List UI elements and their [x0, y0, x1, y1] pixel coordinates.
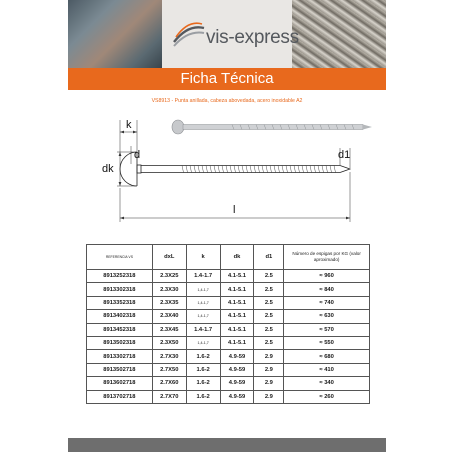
- cell-dxl: 2.7X50: [152, 363, 186, 376]
- cell-k: 1.6-2: [186, 390, 220, 403]
- screws-photo: [292, 0, 386, 68]
- cell-pieces: ≈ 570: [284, 323, 370, 336]
- cell-k: 1.6-2: [186, 377, 220, 390]
- cell-dxl: 2.7X70: [152, 390, 186, 403]
- nail-technical-drawing: [82, 112, 372, 230]
- cell-k: 1.4-1.7: [186, 323, 220, 336]
- cell-k: 1.6-2: [186, 363, 220, 376]
- cell-d1: 2.9: [254, 363, 284, 376]
- cell-pieces: ≈ 740: [284, 296, 370, 309]
- cell-dxl: 2.3X45: [152, 323, 186, 336]
- cell-dxl: 2.7X30: [152, 350, 186, 363]
- col-header-pieces-line2: aproximado): [313, 257, 340, 262]
- datasheet-page: [68, 0, 386, 452]
- cell-k: 1,4-1,7: [186, 336, 220, 349]
- cell-ref: 8913402318: [87, 310, 153, 323]
- table-row: [87, 296, 370, 309]
- cell-k: 1,4-1,7: [186, 310, 220, 323]
- cell-pieces: ≈ 550: [284, 336, 370, 349]
- col-header-pieces-line1: Número de espigas por KG (valor: [292, 251, 361, 256]
- cell-ref: 8913352318: [87, 296, 153, 309]
- cell-ref: 8913502318: [87, 336, 153, 349]
- cell-dk: 4.1-5.1: [220, 283, 254, 296]
- col-header-d1: d1: [254, 245, 284, 270]
- cell-pieces: ≈ 840: [284, 283, 370, 296]
- table-row: [87, 323, 370, 336]
- cell-dk: 4.1-5.1: [220, 296, 254, 309]
- cell-k: 1.4-1.7: [186, 270, 220, 283]
- product-subtitle: VS8913 - Punta anillada, cabeza abovedada, acero inoxidable A2: [151, 98, 303, 104]
- table-row: [87, 283, 370, 296]
- cell-ref: 8913602718: [87, 377, 153, 390]
- cell-k: 1,4-1,7: [186, 283, 220, 296]
- cell-d1: 2.5: [254, 323, 284, 336]
- nail-rings: [182, 166, 336, 173]
- cell-dxl: 2.3X25: [152, 270, 186, 283]
- header-banner: [68, 0, 386, 68]
- cell-k: 1,4-1,7: [186, 296, 220, 309]
- specification-table: [86, 244, 370, 404]
- dim-label-k: k: [126, 119, 132, 131]
- cell-dk: 4.9-59: [220, 377, 254, 390]
- col-header-k: k: [186, 245, 220, 270]
- col-header-dk: dk: [220, 245, 254, 270]
- arc-swoosh-logo-icon: [172, 22, 206, 48]
- cell-ref: 8913302318: [87, 283, 153, 296]
- col-header-dxl: dxL: [152, 245, 186, 270]
- cell-pieces: ≈ 340: [284, 377, 370, 390]
- cell-ref: 8913502718: [87, 363, 153, 376]
- cell-d1: 2.5: [254, 296, 284, 309]
- table-row: [87, 310, 370, 323]
- brand-name: vis-express: [206, 27, 299, 48]
- cell-dk: 4.1-5.1: [220, 336, 254, 349]
- page-title: Ficha Técnica: [68, 68, 386, 90]
- cell-dxl: 2.3X40: [152, 310, 186, 323]
- table-row: [87, 377, 370, 390]
- cell-ref: 8913702718: [87, 390, 153, 403]
- cell-d1: 2.9: [254, 390, 284, 403]
- dim-label-l: l: [233, 204, 236, 216]
- cell-dk: 4.9-59: [220, 390, 254, 403]
- cell-dk: 4.9-59: [220, 350, 254, 363]
- cell-d1: 2.9: [254, 377, 284, 390]
- cell-dk: 4.1-5.1: [220, 270, 254, 283]
- dim-label-dk: dk: [102, 163, 114, 175]
- cell-d1: 2.5: [254, 310, 284, 323]
- cell-dk: 4.1-5.1: [220, 310, 254, 323]
- workshop-photo: [68, 0, 162, 68]
- nail-outline: [120, 152, 350, 186]
- table-row: [87, 270, 370, 283]
- cell-k: 1.6-2: [186, 350, 220, 363]
- cell-dxl: 2.3X30: [152, 283, 186, 296]
- cell-d1: 2.9: [254, 350, 284, 363]
- cell-d1: 2.5: [254, 336, 284, 349]
- cell-dxl: 2.7X60: [152, 377, 186, 390]
- cell-pieces: ≈ 960: [284, 270, 370, 283]
- nail-photo: [172, 120, 372, 134]
- table-row: [87, 363, 370, 376]
- cell-pieces: ≈ 680: [284, 350, 370, 363]
- cell-ref: 8913452318: [87, 323, 153, 336]
- col-header-ref: REFERENCIA VS: [87, 245, 153, 270]
- cell-ref: 8913252318: [87, 270, 153, 283]
- table-row: [87, 350, 370, 363]
- table-row: [87, 336, 370, 349]
- cell-pieces: ≈ 260: [284, 390, 370, 403]
- cell-pieces: ≈ 630: [284, 310, 370, 323]
- dim-label-d: d: [134, 149, 141, 161]
- cell-d1: 2.5: [254, 283, 284, 296]
- dim-label-d1: d1: [338, 149, 351, 161]
- cell-dk: 4.9-59: [220, 363, 254, 376]
- footer-bar: [68, 438, 386, 452]
- cell-dk: 4.1-5.1: [220, 323, 254, 336]
- cell-pieces: ≈ 410: [284, 363, 370, 376]
- table-row: [87, 390, 370, 403]
- cell-ref: 8913302718: [87, 350, 153, 363]
- table-header-row: [87, 245, 370, 270]
- col-header-pieces-per-kg: [284, 245, 370, 270]
- cell-dxl: 2.3X35: [152, 296, 186, 309]
- cell-d1: 2.5: [254, 270, 284, 283]
- cell-dxl: 2.3X50: [152, 336, 186, 349]
